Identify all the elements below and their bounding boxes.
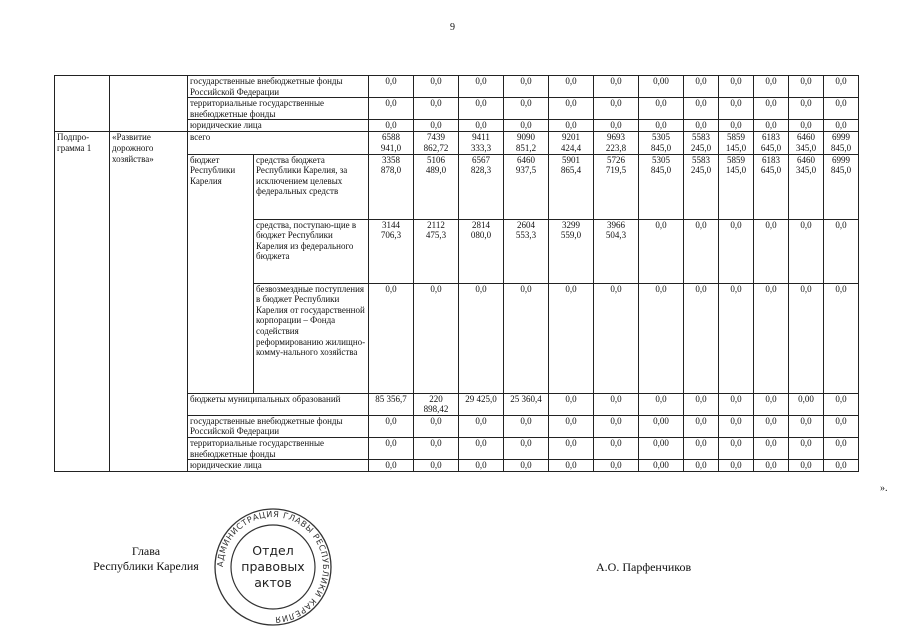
- value-cell: 0,00: [639, 415, 684, 437]
- signer-position-line-2: Республики Карелия: [93, 559, 199, 573]
- name-cell: [110, 76, 188, 132]
- value-cell: 0,0: [504, 437, 549, 459]
- value-cell: 0,0: [459, 460, 504, 472]
- value-cell: 0,0: [639, 393, 684, 415]
- stamp-line-1: Отдел: [252, 543, 294, 558]
- source-label: территориальные государственные внебюджетные фонды: [188, 437, 369, 459]
- value-cell: 0,0: [824, 415, 859, 437]
- value-cell: 0,0: [414, 437, 459, 459]
- value-cell: 0,0: [549, 393, 594, 415]
- value-cell: 0,0: [639, 219, 684, 283]
- value-cell: 0,0: [459, 415, 504, 437]
- value-cell: 0,00: [639, 460, 684, 472]
- value-cell: 0,0: [719, 120, 754, 132]
- value-cell: 0,0: [824, 460, 859, 472]
- value-cell: 0,0: [504, 283, 549, 393]
- value-cell: 0,0: [824, 393, 859, 415]
- budget-group-label: бюджет Республики Карелия: [188, 154, 254, 393]
- legal-dept-stamp: [211, 505, 335, 629]
- value-cell: 0,0: [369, 76, 414, 98]
- value-cell: 0,0: [369, 98, 414, 120]
- value-cell: 5726 719,5: [594, 154, 639, 219]
- source-label: бюджеты муниципальных образований: [188, 393, 369, 415]
- value-cell: 25 360,4: [504, 393, 549, 415]
- value-cell: 0,0: [754, 283, 789, 393]
- value-cell: 0,0: [414, 460, 459, 472]
- value-cell: 9693 223,8: [594, 132, 639, 154]
- value-cell: 0,0: [719, 393, 754, 415]
- value-cell: 6460 345,0: [789, 132, 824, 154]
- value-cell: 2112 475,3: [414, 219, 459, 283]
- table-row: [55, 132, 859, 154]
- value-cell: 0,0: [639, 120, 684, 132]
- value-cell: 9201 424,4: [549, 132, 594, 154]
- source-label: средства бюджета Республики Карелия, за исключением целевых федеральных средств: [254, 154, 369, 219]
- value-cell: 0,0: [684, 283, 719, 393]
- value-cell: 0,0: [754, 120, 789, 132]
- value-cell: 0,0: [719, 283, 754, 393]
- value-cell: 2604 553,3: [504, 219, 549, 283]
- table-row: [55, 76, 859, 98]
- source-label: территориальные государственные внебюджетные фонды: [188, 98, 369, 120]
- value-cell: 0,0: [824, 98, 859, 120]
- value-cell: 0,0: [719, 415, 754, 437]
- value-cell: 0,0: [549, 437, 594, 459]
- value-cell: 0,0: [504, 76, 549, 98]
- value-cell: 0,0: [719, 76, 754, 98]
- value-cell: 0,0: [684, 415, 719, 437]
- value-cell: 0,0: [824, 437, 859, 459]
- value-cell: 0,0: [594, 76, 639, 98]
- value-cell: 0,0: [504, 98, 549, 120]
- value-cell: 0,0: [414, 120, 459, 132]
- value-cell: 0,0: [594, 120, 639, 132]
- source-label: государственные внебюджетные фонды Российской Федерации: [188, 415, 369, 437]
- value-cell: 0,0: [504, 120, 549, 132]
- value-cell: 0,0: [594, 283, 639, 393]
- value-cell: 0,0: [594, 460, 639, 472]
- value-cell: 7439 862,72: [414, 132, 459, 154]
- value-cell: 0,0: [789, 120, 824, 132]
- value-cell: 0,0: [789, 76, 824, 98]
- value-cell: 0,0: [504, 460, 549, 472]
- value-cell: 6567 828,3: [459, 154, 504, 219]
- value-cell: 6183 645,0: [754, 132, 789, 154]
- value-cell: 0,0: [789, 415, 824, 437]
- signer-position: [76, 544, 216, 574]
- value-cell: 0,0: [824, 120, 859, 132]
- source-label: средства, поступаю-щие в бюджет Республики Карелия из федерального бюджета: [254, 219, 369, 283]
- value-cell: 0,0: [594, 393, 639, 415]
- value-cell: 0,0: [789, 460, 824, 472]
- value-cell: 0,0: [684, 76, 719, 98]
- value-cell: 0,0: [789, 283, 824, 393]
- value-cell: 0,00: [789, 393, 824, 415]
- value-cell: 5305 845,0: [639, 132, 684, 154]
- value-cell: 0,0: [754, 219, 789, 283]
- value-cell: 6460 937,5: [504, 154, 549, 219]
- value-cell: 0,0: [594, 98, 639, 120]
- value-cell: 6183 645,0: [754, 154, 789, 219]
- value-cell: 0,0: [824, 76, 859, 98]
- value-cell: 9090 851,2: [504, 132, 549, 154]
- value-cell: 0,0: [639, 283, 684, 393]
- value-cell: 29 425,0: [459, 393, 504, 415]
- value-cell: 0,0: [719, 98, 754, 120]
- value-cell: 0,0: [369, 460, 414, 472]
- value-cell: 0,0: [369, 283, 414, 393]
- value-cell: 220 898,42: [414, 393, 459, 415]
- value-cell: 6460 345,0: [789, 154, 824, 219]
- value-cell: 0,0: [754, 98, 789, 120]
- stamp-line-3: актов: [254, 575, 292, 590]
- value-cell: 0,0: [824, 283, 859, 393]
- value-cell: 0,00: [639, 76, 684, 98]
- value-cell: 0,0: [789, 219, 824, 283]
- value-cell: 0,0: [459, 283, 504, 393]
- value-cell: 5106 489,0: [414, 154, 459, 219]
- value-cell: 5859 145,0: [719, 132, 754, 154]
- value-cell: 0,0: [459, 437, 504, 459]
- value-cell: 0,0: [594, 437, 639, 459]
- value-cell: 6999 845,0: [824, 154, 859, 219]
- value-cell: 0,0: [684, 437, 719, 459]
- stamp-line-2: правовых: [241, 559, 305, 574]
- value-cell: 0,0: [789, 437, 824, 459]
- value-cell: 0,0: [719, 437, 754, 459]
- value-cell: 0,0: [459, 120, 504, 132]
- value-cell: 0,0: [549, 415, 594, 437]
- value-cell: 0,0: [719, 219, 754, 283]
- value-cell: 5901 865,4: [549, 154, 594, 219]
- value-cell: 5859 145,0: [719, 154, 754, 219]
- value-cell: 0,0: [414, 283, 459, 393]
- value-cell: 0,0: [754, 415, 789, 437]
- value-cell: 0,0: [549, 76, 594, 98]
- value-cell: 0,0: [369, 415, 414, 437]
- signer-position-line-1: Глава: [131, 544, 161, 558]
- value-cell: 0,0: [504, 415, 549, 437]
- value-cell: 0,0: [459, 76, 504, 98]
- value-cell: 0,0: [549, 98, 594, 120]
- value-cell: 0,0: [719, 460, 754, 472]
- value-cell: 2814 080,0: [459, 219, 504, 283]
- value-cell: 0,0: [549, 120, 594, 132]
- closing-quote-mark: ».: [880, 483, 888, 494]
- value-cell: 6588 941,0: [369, 132, 414, 154]
- table-body: [55, 76, 859, 472]
- value-cell: 0,0: [549, 283, 594, 393]
- value-cell: 0,0: [639, 98, 684, 120]
- value-cell: 0,0: [414, 415, 459, 437]
- value-cell: 0,0: [414, 76, 459, 98]
- value-cell: 0,0: [754, 393, 789, 415]
- source-label: юридические лица: [188, 120, 369, 132]
- value-cell: 0,0: [684, 460, 719, 472]
- source-label: всего: [188, 132, 369, 154]
- signer-name: А.О. Парфенчиков: [596, 560, 692, 574]
- value-cell: 0,0: [754, 460, 789, 472]
- value-cell: 0,00: [639, 437, 684, 459]
- value-cell: 3966 504,3: [594, 219, 639, 283]
- value-cell: 0,0: [684, 120, 719, 132]
- value-cell: 0,0: [459, 98, 504, 120]
- value-cell: 0,0: [594, 415, 639, 437]
- value-cell: 5305 845,0: [639, 154, 684, 219]
- page-number: 9: [450, 22, 455, 33]
- value-cell: 3358 878,0: [369, 154, 414, 219]
- value-cell: 0,0: [684, 98, 719, 120]
- value-cell: 0,0: [824, 219, 859, 283]
- value-cell: 0,0: [684, 393, 719, 415]
- value-cell: 3144 706,3: [369, 219, 414, 283]
- source-label: безвозмездные поступления в бюджет Республики Карелия от государственной корпорации – Фонда содействия реформированию жилищно-комму-нального хозяйства: [254, 283, 369, 393]
- stamp-ring-text: АДМИНИСТРАЦИЯ ГЛАВЫ РЕСПУБЛИКИ КАРЕЛИЯ: [214, 508, 332, 626]
- subprogram-status-cell: Подпро-грамма 1: [55, 132, 110, 472]
- source-label: юридические лица: [188, 460, 369, 472]
- source-label: государственные внебюджетные фонды Российской Федерации: [188, 76, 369, 98]
- value-cell: 85 356,7: [369, 393, 414, 415]
- status-cell: [55, 76, 110, 132]
- value-cell: 0,0: [414, 98, 459, 120]
- value-cell: 0,0: [549, 460, 594, 472]
- value-cell: 0,0: [789, 98, 824, 120]
- value-cell: 0,0: [754, 76, 789, 98]
- value-cell: 3299 559,0: [549, 219, 594, 283]
- value-cell: 5583 245,0: [684, 132, 719, 154]
- value-cell: 0,0: [369, 437, 414, 459]
- value-cell: 9411 333,3: [459, 132, 504, 154]
- value-cell: 5583 245,0: [684, 154, 719, 219]
- subprogram-name-cell: «Развитие дорожного хозяйства»: [110, 132, 188, 472]
- value-cell: 6999 845,0: [824, 132, 859, 154]
- budget-table: [54, 75, 859, 472]
- value-cell: 0,0: [369, 120, 414, 132]
- value-cell: 0,0: [754, 437, 789, 459]
- value-cell: 0,0: [684, 219, 719, 283]
